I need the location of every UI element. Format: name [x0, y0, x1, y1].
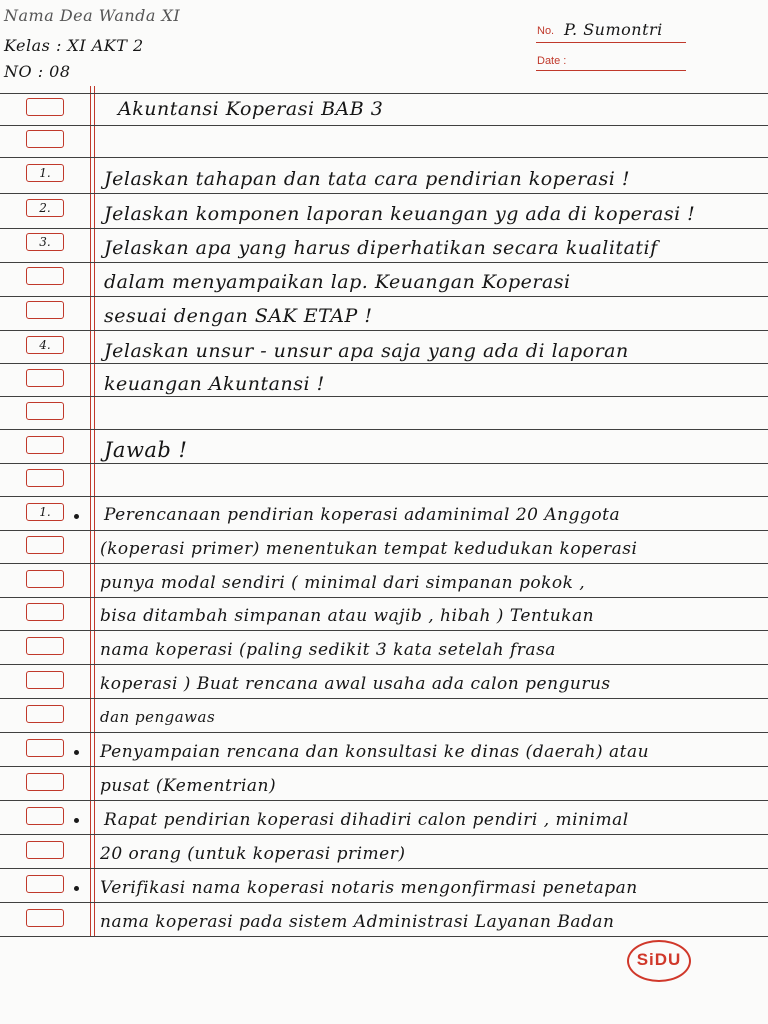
- name-line: Nama Dea Wanda XI: [4, 6, 181, 25]
- margin-checkbox: [26, 267, 64, 285]
- bullet-dot: [74, 514, 79, 519]
- margin-line-left: [90, 86, 91, 936]
- question-line: sesuai dengan SAK ETAP !: [104, 305, 373, 327]
- margin-checkbox: [26, 773, 64, 791]
- margin-checkbox: [26, 637, 64, 655]
- rule-line: [0, 630, 768, 631]
- question-number-box: 3.: [26, 233, 64, 251]
- margin-checkbox: [26, 841, 64, 859]
- margin-checkbox: [26, 671, 64, 689]
- question-number-box: 4.: [26, 336, 64, 354]
- rule-line: [0, 664, 768, 665]
- rule-line: [0, 396, 768, 397]
- question-number-box: 2.: [26, 199, 64, 217]
- bullet-dot: [74, 818, 79, 823]
- bullet-dot: [74, 886, 79, 891]
- answer-line: dan pengawas: [100, 708, 216, 726]
- rule-line: [0, 800, 768, 801]
- margin-checkbox: [26, 536, 64, 554]
- margin-checkbox: [26, 875, 64, 893]
- rule-line: [0, 732, 768, 733]
- answer-number-box: 1.: [26, 503, 64, 521]
- question-line: Jelaskan komponen laporan keuangan yg ada di koperasi !: [104, 203, 696, 225]
- rule-line: [0, 93, 768, 94]
- question-line: dalam menyampaikan lap. Keuangan Koperasi: [104, 271, 571, 293]
- date-underline: [536, 70, 686, 71]
- margin-checkbox: [26, 705, 64, 723]
- bullet-dot: [74, 750, 79, 755]
- answer-line: pusat (Kementrian): [100, 776, 277, 796]
- answer-line: nama koperasi pada sistem Administrasi Layanan Badan: [100, 912, 615, 932]
- date-label: Date :: [537, 55, 567, 67]
- answer-line: 20 orang (untuk koperasi primer): [100, 844, 406, 864]
- rule-line: [0, 530, 768, 531]
- answer-heading: Jawab !: [104, 438, 188, 462]
- question-line: Jelaskan apa yang harus diperhatikan secara kualitatif: [104, 237, 658, 259]
- rule-line: [0, 429, 768, 430]
- rule-line: [0, 936, 768, 937]
- rule-line: [0, 262, 768, 263]
- rule-line: [0, 296, 768, 297]
- answer-line: nama koperasi (paling sedikit 3 kata setelah frasa: [100, 640, 556, 660]
- question-line: keuangan Akuntansi !: [104, 373, 325, 395]
- no-underline: [536, 42, 686, 43]
- no-label: No.: [537, 25, 555, 37]
- answer-line: Rapat pendirian koperasi dihadiri calon pendiri , minimal: [104, 810, 629, 830]
- rule-line: [0, 698, 768, 699]
- rule-line: [0, 193, 768, 194]
- question-line: Jelaskan tahapan dan tata cara pendirian koperasi !: [104, 168, 630, 190]
- class-line: Kelas : XI AKT 2: [4, 36, 144, 55]
- margin-checkbox: [26, 603, 64, 621]
- margin-checkbox: [26, 909, 64, 927]
- rule-line: [0, 496, 768, 497]
- rule-line: [0, 463, 768, 464]
- page-title: Akuntansi Koperasi BAB 3: [118, 98, 384, 120]
- question-line: Jelaskan unsur - unsur apa saja yang ada di laporan: [104, 340, 629, 362]
- rule-line: [0, 902, 768, 903]
- rule-line: [0, 868, 768, 869]
- margin-checkbox: [26, 807, 64, 825]
- no-value: P. Sumontri: [564, 20, 663, 39]
- rule-line: [0, 363, 768, 364]
- answer-line: bisa ditambah simpanan atau wajib , hibah ) Tentukan: [100, 606, 595, 626]
- rule-line: [0, 228, 768, 229]
- margin-checkbox: [26, 570, 64, 588]
- margin-checkbox: [26, 739, 64, 757]
- rule-line: [0, 766, 768, 767]
- margin-line-right: [94, 86, 95, 936]
- brand-stamp-text: SiDU: [636, 950, 682, 969]
- rule-line: [0, 834, 768, 835]
- margin-checkbox: [26, 130, 64, 148]
- rule-line: [0, 597, 768, 598]
- answer-line: Perencanaan pendirian koperasi adaminimal 20 Anggota: [104, 505, 621, 525]
- margin-checkbox: [26, 369, 64, 387]
- rule-line: [0, 330, 768, 331]
- question-number-box: 1.: [26, 164, 64, 182]
- answer-line: Penyampaian rencana dan konsultasi ke dinas (daerah) atau: [100, 742, 650, 762]
- number-line: NO : 08: [4, 62, 71, 81]
- margin-checkbox: [26, 301, 64, 319]
- margin-checkbox: [26, 98, 64, 116]
- rule-line: [0, 125, 768, 126]
- rule-line: [0, 157, 768, 158]
- margin-checkbox: [26, 402, 64, 420]
- margin-checkbox: [26, 436, 64, 454]
- answer-line: Verifikasi nama koperasi notaris mengonfirmasi penetapan: [100, 878, 638, 898]
- answer-line: punya modal sendiri ( minimal dari simpanan pokok ,: [100, 573, 586, 593]
- answer-line: (koperasi primer) menentukan tempat kedudukan koperasi: [100, 539, 638, 559]
- rule-line: [0, 563, 768, 564]
- margin-checkbox: [26, 469, 64, 487]
- answer-line: koperasi ) Buat rencana awal usaha ada calon pengurus: [100, 674, 611, 694]
- brand-stamp-logo: [627, 940, 691, 982]
